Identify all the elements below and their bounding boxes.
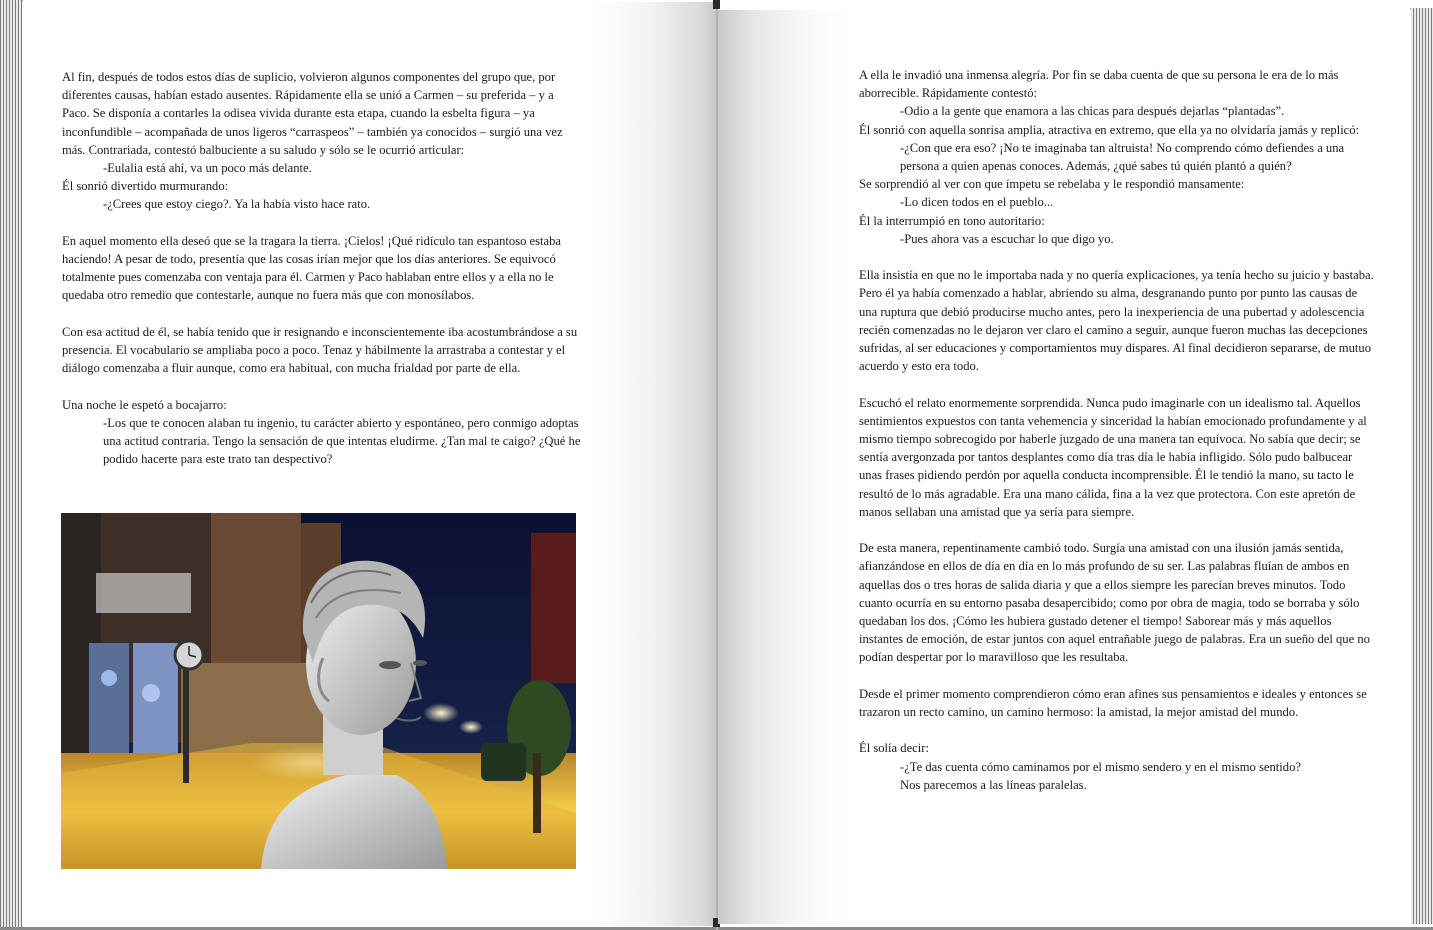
dialogue-line: -¿Con que era eso? ¡No te imaginaba tan altruista! No comprendo cómo defiendes a una persona a quien apenas conoces. Además, ¿qué sabes tú quién plantó a quién? [900, 140, 1345, 174]
dialogue-line: -Lo dicen todos en el pueblo... [900, 195, 1054, 210]
right-page[interactable] [718, 10, 1411, 924]
dialogue-line: -¿Te das cuenta cómo caminamos por el mismo sendero y en el mismo sentido? [900, 759, 1301, 774]
paragraph: De esta manera, repentinamente cambió todo. Surgía una amistad con una ilusión jamás sentida, afianzándose en ellos de día en día en lo más profundo de su ser. Las palabras fluían de ambos en aquellas dos o tres horas de salida diaria y que a ellos siempre les parecían breves minutos. Todo cuanto ocurría en su entorno pasaba desapercibido; como por obra de magia, todo se borraba y sólo quedaban los dos. ¡Cómo les hubiera gustado detener el tiempo! Saborear más y más aquellos instantes de emoción, de estar juntos con aquel entrañable juego de palabras. Era un sueño del que no podían despertar por lo maravilloso que les resultaba. [859, 541, 1370, 665]
paragraph: Al fin, después de todos estos días de suplicio, volvieron algunos componentes del grupo que, por diferentes causas, habían estado ausentes. Rápidamente ella se unió a Carmen – su preferida – y a Paco. Se disponía a contarles la odisea vivida durante esta etapa, cuando la esbelta figura – ya inconfundible – acompañada de unos ligeros “carraspeos” – también ya conocidos – surgió una vez más. Contrariada, contestó balbuciente a su saludo y sólo se le ocurrió articular: [62, 70, 563, 157]
spine-top-marker [713, 0, 720, 9]
right-page-text [859, 66, 1374, 794]
paragraph: Él sonrió con aquella sonrisa amplia, atractiva en extremo, que ella ya no olvidaría jamás y replicó: [859, 122, 1360, 137]
dialogue-line: -Odio a la gente que enamora a las chicas para después dejarlas “plantadas”. [900, 104, 1285, 119]
paragraph: Él solía decir: [859, 741, 929, 756]
paragraph: Se sorprendió al ver con que ímpetu se rebelaba y le respondió mansamente: [859, 177, 1245, 192]
dialogue-line: -Pues ahora vas a escuchar lo que digo yo. [900, 231, 1114, 246]
dialogue-line: Nos parecemos a las líneas paralelas. [900, 777, 1087, 792]
dialogue-line: -Los que te conocen alaban tu ingenio, tu carácter abierto y espontáneo, pero conmigo adoptas una actitud contraria. Tengo la sensación de que intentas eludirme. ¿Tan mal te caigo? ¿Qué he podido hacerte para este trato tan despectivo? [103, 415, 581, 467]
paragraph: Escuchó el relato enormemente sorprendida. Nunca pudo imaginarle con un idealismo tal. Aquellos sentimientos expuestos con tanta vehemencia y sinceridad la habían emocionado profundamente y al mismo tiempo sobrecogido por haberle juzgado de una manera tan equívoca. No sabía que decir; se sentía avergonzada por tantos desplantes como día tras día le había infligido. Sólo pudo balbucear unas frases pidiendo perdón por aquella conducta incomprensible. Él le tendió la mano, su tacto le resultó de lo más agradable. Era una mano cálida, fina a la vez que protectora. Con este apretón de manos sellaban una amistad que ya sería para siempre. [859, 395, 1367, 519]
paragraph: Desde el primer momento comprendieron cómo eran afines sus pensamientos e ideales y entonces se trazaron un recto camino, un camino hermoso: la amistad, la mejor amistad del mundo. [859, 686, 1367, 720]
left-page-stack-edge [0, 0, 23, 930]
paragraph: En aquel momento ella deseó que se la tragara la tierra. ¡Cielos! ¡Qué ridículo tan espantoso estaba haciendo! A pesar de todo, presentía que las cosas irían mejor que los días anteriores. Se equivocó totalmente pues comenzaba con ventaja para él. Carmen y Paco hablaban entre ellos y a ella no le quedaba otro remedio que contestarle, aunque no fuera más que con monosílabos. [62, 233, 562, 303]
paragraph: Ella insistía en que no le importaba nada y no quería explicaciones, ya tenía hecho su juicio y bastaba. Pero él ya había comenzado a hablar, abriendo su alma, desgranando punto por punto las causas de una ruptura que debió producirse mucho antes, pero la inexperiencia de una pubertad y adolescencia recién comenzadas no le dejaron ver claro el camino a seguir, aunque fueron muchas las decepciones sufridas, al ser educaciones y comportamientos muy dispares. Al final decidieron separarse, de mutuo acuerdo y esto era todo. [859, 268, 1374, 374]
paragraph: Con esa actitud de él, se había tenido que ir resignando e inconscientemente iba acostumbrándose a su presencia. El vocabulario se ampliaba poco a poco. Tenaz y hábilmente la arrastraba a contestar y el diálogo comenzaba a fluir aunque, como era habitual, con mucha frialdad por parte de ella. [62, 324, 578, 376]
left-page[interactable] [22, 2, 716, 926]
right-page-stack-edge [1410, 8, 1433, 924]
illustration-portrait-night-street [61, 513, 576, 869]
left-page-text [62, 68, 582, 468]
paragraph: Una noche le espetó a bocajarro: [62, 397, 227, 412]
paragraph: A ella le invadió una inmensa alegría. Por fin se daba cuenta de que su persona le era de lo más aborrecible. Rápidamente contestó: [859, 68, 1339, 101]
paragraph: Él la interrumpió en tono autoritario: [859, 213, 1045, 228]
paragraph: Él sonrió divertido murmurando: [62, 179, 229, 194]
dialogue-line: -¿Crees que estoy ciego?. Ya la había visto hace rato. [103, 197, 371, 212]
dialogue-line: -Eulalia está ahí, va un poco más delante. [103, 161, 312, 176]
